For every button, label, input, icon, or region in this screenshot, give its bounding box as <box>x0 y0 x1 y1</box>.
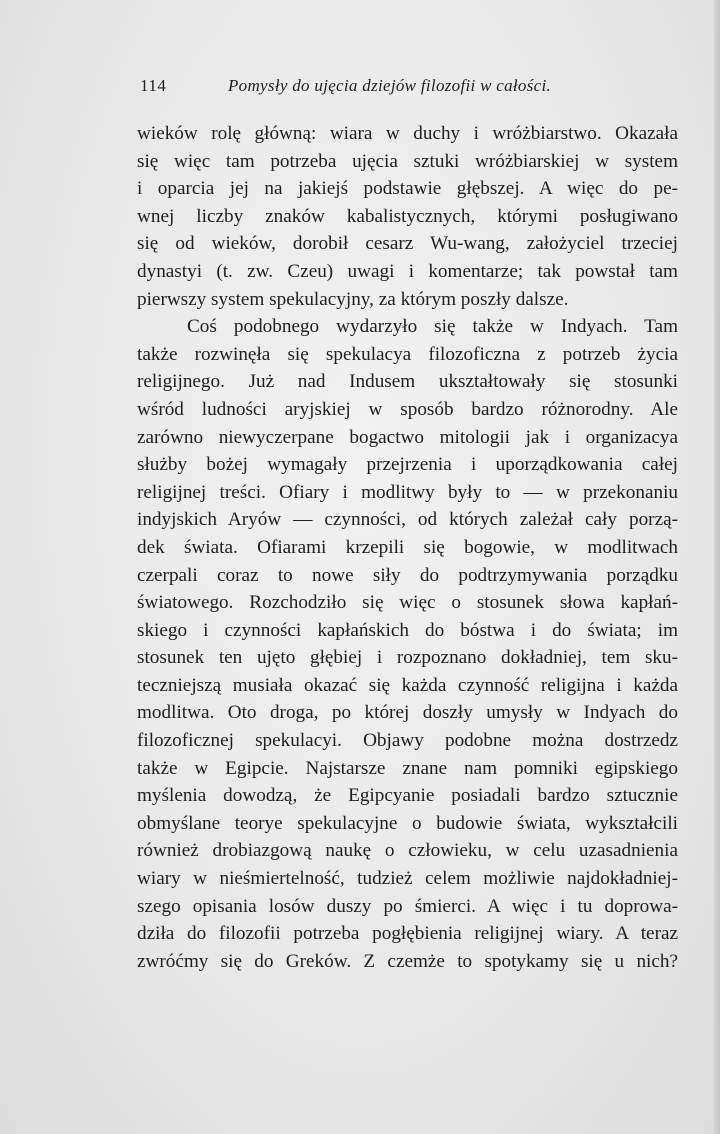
text-line: i oparcia jej na jakiejś podstawie głębszej. A więc do pe- <box>137 178 678 200</box>
body-text <box>137 120 678 975</box>
text-line: szego opisania losów duszy po śmierci. A więc i tu doprowa- <box>137 895 678 917</box>
text-line: dziła do filozofii potrzeba pogłębienia religijnej wiary. A teraz <box>137 923 678 945</box>
page-edge <box>714 0 720 1134</box>
text-line: wiary w nieśmiertelność, tudzież celem możliwie najdokładniej- <box>137 868 678 890</box>
text-line: religijnego. Już nad Indusem ukształtowały się stosunki <box>137 371 678 393</box>
text-line: skiego i czynności kapłańskich do bóstwa i do świata; im <box>137 619 678 641</box>
text-line: także rozwinęła się spekulacya filozoficzna z potrzeb życia <box>137 343 678 365</box>
text-line: obmyślane teorye spekulacyjne o budowie świata, wykształcili <box>137 812 678 834</box>
text-line: religijnej treści. Ofiary i modlitwy były to — w przekonaniu <box>137 481 678 503</box>
text-line: dynastyi (t. zw. Czeu) uwagi i komentarze; tak powstał tam <box>137 260 678 282</box>
page-number: 114 <box>140 76 167 95</box>
text-line: wnej liczby znaków kabalistycznych, którymi posługiwano <box>137 205 678 227</box>
text-line: wśród ludności aryjskiej w sposób bardzo różnorodny. Ale <box>137 398 678 420</box>
text-line: światowego. Rozchodziło się więc o stosunek słowa kapłań- <box>137 592 678 614</box>
text-line: się od wieków, dorobił cesarz Wu-wang, założyciel trzeciej <box>137 233 678 255</box>
text-line: filozoficznej spekulacyi. Objawy podobne można dostrzedz <box>137 730 678 752</box>
text-line: zarówno niewyczerpane bogactwo mitologii jak i organizacya <box>137 426 678 448</box>
text-line: indyjskich Aryów — czynności, od których zależał cały porzą- <box>137 509 678 531</box>
text-line: czerpali coraz to nowe siły do podtrzymywania porządku <box>137 564 678 586</box>
running-header <box>140 76 592 102</box>
text-line: także w Egipcie. Najstarsze znane nam pomniki egipskiego <box>137 757 678 779</box>
text-line: zwróćmy się do Greków. Z czemże to spotykamy się u nich? <box>137 950 678 972</box>
text-line: dek świata. Ofiarami krzepili się bogowie, w modlitwach <box>137 536 678 558</box>
text-line: modlitwa. Oto droga, po której doszły umysły w Indyach do <box>137 702 678 724</box>
running-title: Pomysły do ujęcia dziejów filozofii w całości. <box>228 76 552 95</box>
text-line: również drobiazgową naukę o człowieku, w celu uzasadnienia <box>137 840 678 862</box>
text-line: myślenia dowodzą, że Egipcyanie posiadali bardzo sztucznie <box>137 785 678 807</box>
text-line: stosunek ten ujęto głębiej i rozpoznano dokładniej, tem sku- <box>137 647 678 669</box>
text-line: teczniejszą musiała okazać się każda czynność religijna i każda <box>137 674 678 696</box>
text-line: służby bożej wymagały przejrzenia i uporządkowania całej <box>137 454 678 476</box>
text-line: wieków rolę główną: wiara w duchy i wróżbiarstwo. Okazała <box>137 123 678 144</box>
text-line: Coś podobnego wydarzyło się także w Indyach. Tam <box>187 316 678 338</box>
text-line: się więc tam potrzeba ujęcia sztuki wróżbiarskiej w system <box>137 150 678 172</box>
text-line: pierwszy system spekulacyjny, za którym poszły dalsze. <box>137 288 569 310</box>
